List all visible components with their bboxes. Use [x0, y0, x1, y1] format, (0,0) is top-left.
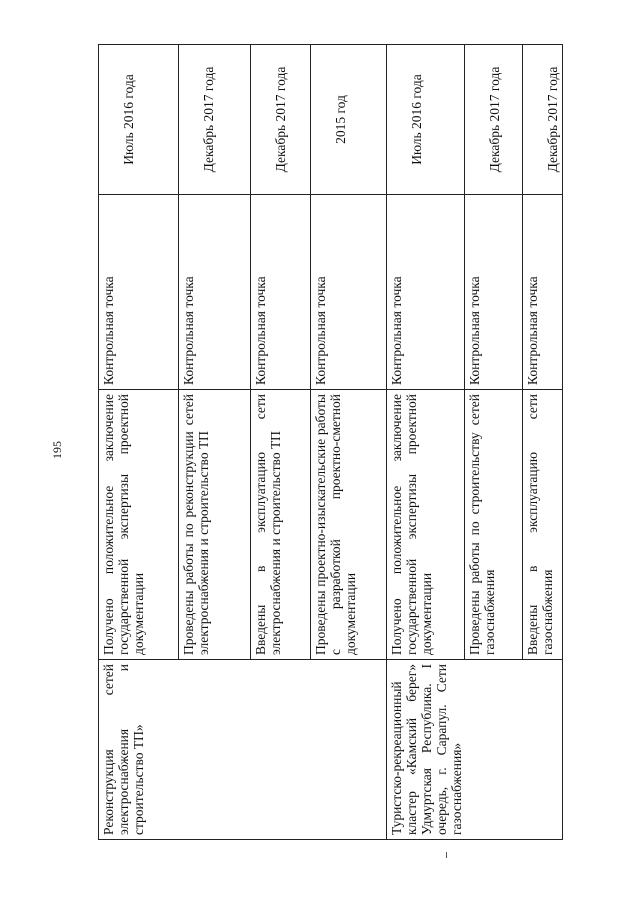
type-cell: Контрольная точка: [387, 195, 465, 390]
date-cell: 2015 год: [311, 45, 387, 195]
activity-cell: Введены в эксплуатацию сети газоснабжения: [523, 390, 563, 660]
date-cell: Декабрь 2017 года: [179, 45, 251, 195]
schedule-table-container: [98, 45, 558, 840]
table-row: [387, 45, 465, 840]
object-cell: Реконструкция сетей электроснабжения и строительство ТП»: [99, 660, 387, 840]
activity-cell: Получено положительное заключение государственной экспертизы проектной документации: [387, 390, 465, 660]
activity-cell: Проведены работы по реконструкции сетей электроснабжения и строительство ТП: [179, 390, 251, 660]
type-cell: Контрольная точка: [311, 195, 387, 390]
scan-mark: [446, 852, 447, 858]
activity-cell: Получено положительное заключение государственной экспертизы проектной документации: [99, 390, 179, 660]
date-cell: Декабрь 2017 года: [465, 45, 523, 195]
type-cell: Контрольная точка: [523, 195, 563, 390]
date-cell: Июль 2016 года: [387, 45, 465, 195]
type-cell: Контрольная точка: [99, 195, 179, 390]
type-cell: Контрольная точка: [251, 195, 311, 390]
date-cell: Декабрь 2017 года: [251, 45, 311, 195]
activity-cell: Проведены проектно-изыскательские работы с разработкой проектно-сметной документации: [311, 390, 387, 660]
page-number: 195: [50, 441, 64, 459]
activity-cell: Проведены работы по строительству сетей газоснабжения: [465, 390, 523, 660]
date-cell: Июль 2016 года: [99, 45, 179, 195]
date-cell: Декабрь 2017 года: [523, 45, 563, 195]
type-cell: Контрольная точка: [465, 195, 523, 390]
table-row: [99, 45, 179, 840]
type-cell: Контрольная точка: [179, 195, 251, 390]
activity-cell: Введены в эксплуатацию сети электроснабжения и строительство ТП: [251, 390, 311, 660]
object-cell: Туристско-рекреационный кластер «Камский берег» Удмуртская Республика. I очередь, г. Сарапул. Сети газоснабжения»: [387, 660, 563, 840]
schedule-table: [98, 44, 563, 840]
